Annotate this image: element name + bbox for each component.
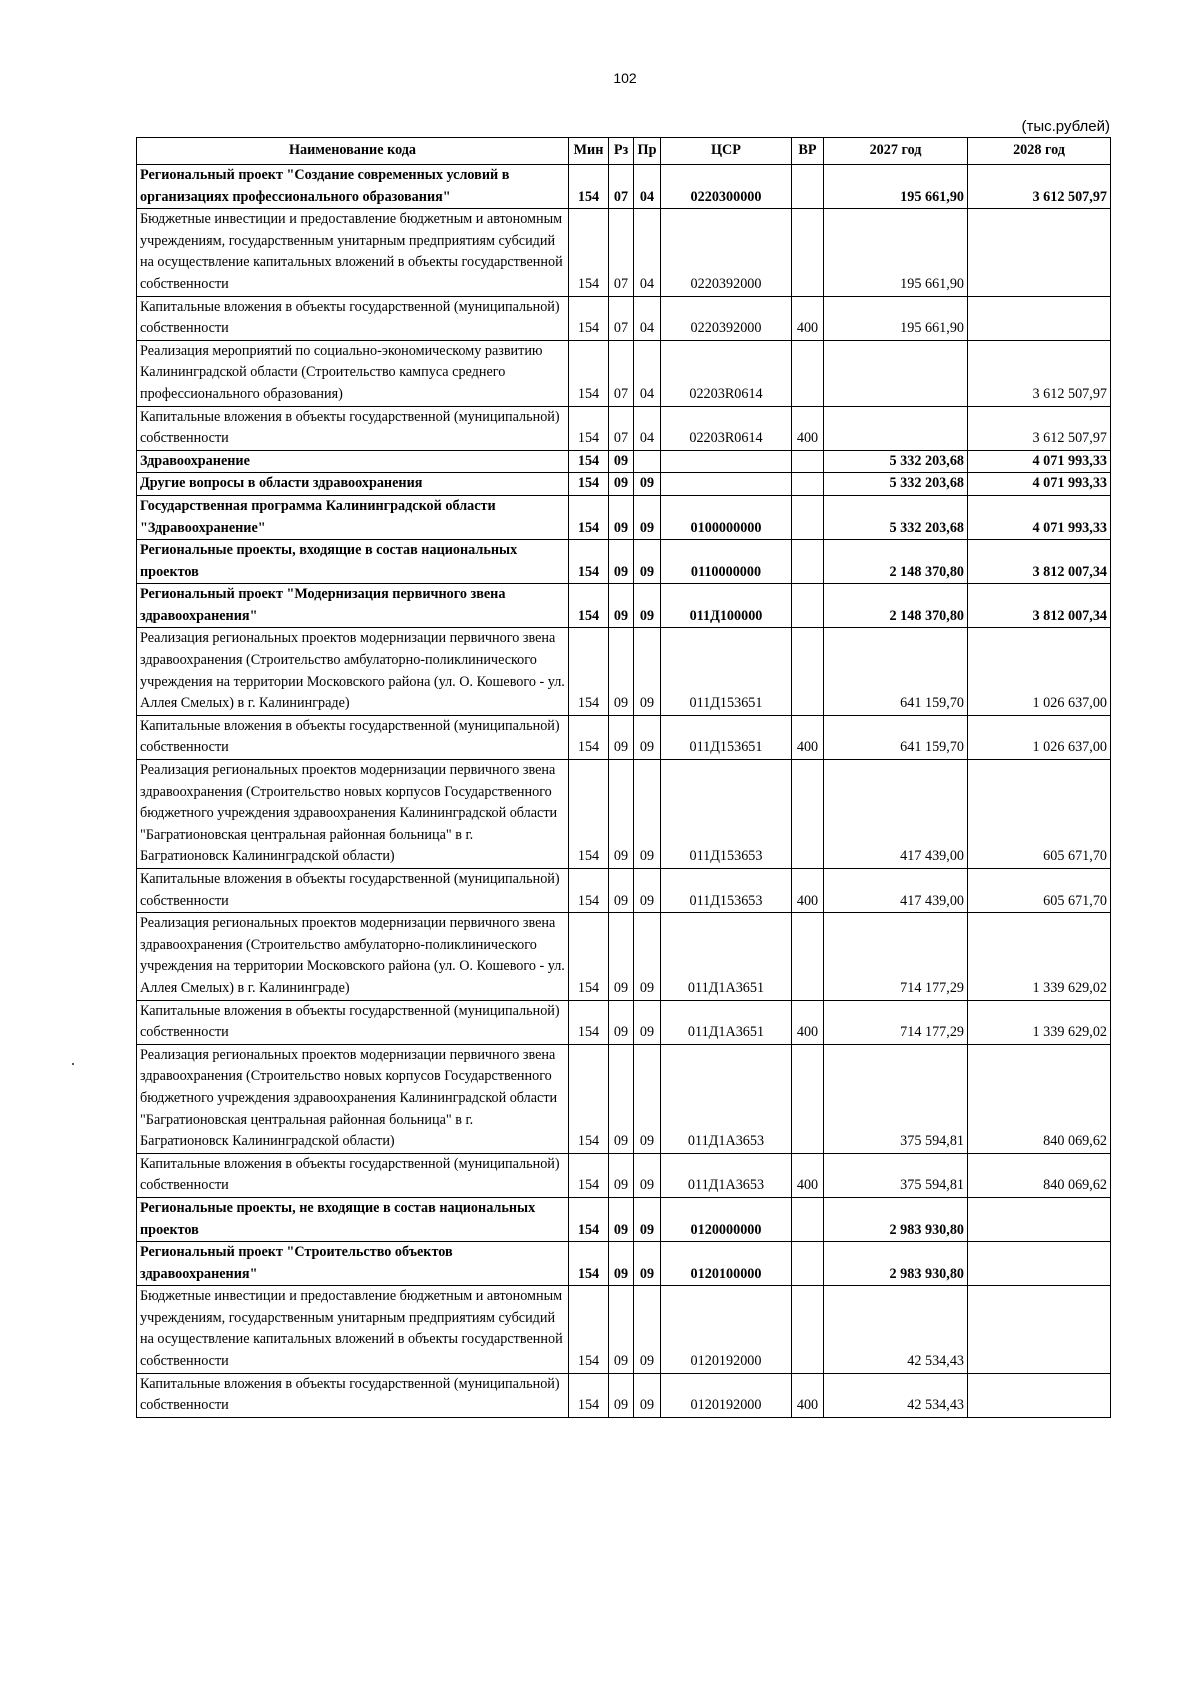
table-row	[137, 913, 1111, 1000]
cell-2027: 5 332 203,68	[824, 450, 968, 473]
cell-csr: 0220392000	[661, 296, 792, 340]
table-row	[137, 296, 1111, 340]
cell-min: 154	[569, 760, 609, 869]
cell-rz: 09	[609, 1242, 634, 1286]
cell-rz: 09	[609, 869, 634, 913]
cell-csr: 0220392000	[661, 209, 792, 296]
cell-2027: 375 594,81	[824, 1044, 968, 1153]
cell-csr: 011Д153651	[661, 715, 792, 759]
cell-rz: 09	[609, 584, 634, 628]
cell-csr: 0220300000	[661, 165, 792, 209]
cell-rz: 07	[609, 296, 634, 340]
cell-vr: 400	[792, 296, 824, 340]
cell-pr: 04	[634, 209, 661, 296]
cell-vr	[792, 209, 824, 296]
cell-2028: 3 812 007,34	[968, 540, 1111, 584]
cell-rz: 07	[609, 165, 634, 209]
table-row	[137, 340, 1111, 406]
cell-name: Реализация региональных проектов модернизации первичного звена здравоохранения (Строительство новых корпусов Государственного бюджетного учреждения здравоохранения Калининградской области "Багратионовская центральная районная больница" в г. Багратионовск Калининградской области)	[137, 1044, 569, 1153]
cell-csr: 0120000000	[661, 1197, 792, 1241]
cell-vr	[792, 584, 824, 628]
cell-rz: 09	[609, 1373, 634, 1417]
cell-rz: 09	[609, 1000, 634, 1044]
cell-2027: 714 177,29	[824, 1000, 968, 1044]
cell-2028: 605 671,70	[968, 869, 1111, 913]
cell-vr	[792, 1286, 824, 1373]
cell-pr: 09	[634, 1153, 661, 1197]
table-row	[137, 584, 1111, 628]
cell-min: 154	[569, 1197, 609, 1241]
cell-csr: 0110000000	[661, 540, 792, 584]
cell-name: Реализация региональных проектов модернизации первичного звена здравоохранения (Строительство амбулаторно-поликлинического учреждения на территории Московского района (ул. О. Кошевого - ул. Аллея Смелых) в г. Калининграде)	[137, 628, 569, 715]
cell-min: 154	[569, 406, 609, 450]
cell-csr: 011Д153653	[661, 760, 792, 869]
cell-pr: 04	[634, 296, 661, 340]
table-row	[137, 1242, 1111, 1286]
cell-name: Бюджетные инвестиции и предоставление бюджетным и автономным учреждениям, государственным унитарным предприятиям субсидий на осуществление капитальных вложений в объекты государственной собственности	[137, 209, 569, 296]
cell-csr	[661, 450, 792, 473]
cell-min: 154	[569, 495, 609, 539]
cell-min: 154	[569, 473, 609, 496]
cell-csr: 0120192000	[661, 1373, 792, 1417]
cell-2028: 4 071 993,33	[968, 450, 1111, 473]
cell-name: Капитальные вложения в объекты государственной (муниципальной) собственности	[137, 406, 569, 450]
cell-vr: 400	[792, 1153, 824, 1197]
cell-pr: 04	[634, 165, 661, 209]
cell-2028	[968, 1373, 1111, 1417]
cell-rz: 07	[609, 209, 634, 296]
cell-name: Бюджетные инвестиции и предоставление бюджетным и автономным учреждениям, государственным унитарным предприятиям субсидий на осуществление капитальных вложений в объекты государственной собственности	[137, 1286, 569, 1373]
cell-csr: 0100000000	[661, 495, 792, 539]
cell-pr: 09	[634, 1242, 661, 1286]
cell-pr: 04	[634, 406, 661, 450]
cell-2028: 840 069,62	[968, 1153, 1111, 1197]
table-row	[137, 1197, 1111, 1241]
table-row	[137, 628, 1111, 715]
cell-min: 154	[569, 715, 609, 759]
cell-name: Реализация мероприятий по социально-экономическому развитию Калининградской области (Строительство кампуса среднего профессионального образования)	[137, 340, 569, 406]
cell-min: 154	[569, 1286, 609, 1373]
cell-rz: 09	[609, 1286, 634, 1373]
cell-2027: 375 594,81	[824, 1153, 968, 1197]
cell-2027: 42 534,43	[824, 1373, 968, 1417]
cell-csr: 011Д1А3651	[661, 1000, 792, 1044]
cell-min: 154	[569, 450, 609, 473]
cell-rz: 07	[609, 340, 634, 406]
table-row	[137, 1373, 1111, 1417]
cell-name: Капитальные вложения в объекты государственной (муниципальной) собственности	[137, 715, 569, 759]
cell-pr: 09	[634, 1373, 661, 1417]
cell-2028: 3 612 507,97	[968, 340, 1111, 406]
cell-vr	[792, 540, 824, 584]
cell-2028: 1 026 637,00	[968, 715, 1111, 759]
header-2027: 2027 год	[824, 138, 968, 165]
cell-pr: 09	[634, 540, 661, 584]
cell-min: 154	[569, 1373, 609, 1417]
header-name: Наименование кода	[137, 138, 569, 165]
cell-pr: 09	[634, 473, 661, 496]
table-row	[137, 209, 1111, 296]
cell-2027	[824, 340, 968, 406]
cell-csr: 0120192000	[661, 1286, 792, 1373]
cell-csr: 02203R0614	[661, 340, 792, 406]
cell-pr: 09	[634, 495, 661, 539]
cell-pr: 09	[634, 1000, 661, 1044]
scan-speck	[72, 1063, 74, 1065]
cell-rz: 09	[609, 1044, 634, 1153]
header-csr: ЦСР	[661, 138, 792, 165]
cell-min: 154	[569, 869, 609, 913]
cell-2028: 1 339 629,02	[968, 1000, 1111, 1044]
cell-2027: 195 661,90	[824, 296, 968, 340]
cell-name: Реализация региональных проектов модернизации первичного звена здравоохранения (Строительство новых корпусов Государственного бюджетного учреждения здравоохранения Калининградской области "Багратионовская центральная районная больница" в г. Багратионовск Калининградской области)	[137, 760, 569, 869]
cell-pr: 09	[634, 584, 661, 628]
cell-vr	[792, 495, 824, 539]
cell-min: 154	[569, 1000, 609, 1044]
cell-2028: 1 339 629,02	[968, 913, 1111, 1000]
cell-2028	[968, 1242, 1111, 1286]
cell-2027: 5 332 203,68	[824, 473, 968, 496]
cell-rz: 09	[609, 473, 634, 496]
cell-2028: 605 671,70	[968, 760, 1111, 869]
cell-min: 154	[569, 296, 609, 340]
cell-2027: 2 983 930,80	[824, 1242, 968, 1286]
cell-min: 154	[569, 209, 609, 296]
cell-2028: 3 612 507,97	[968, 165, 1111, 209]
cell-min: 154	[569, 1242, 609, 1286]
table-row	[137, 450, 1111, 473]
table-body	[137, 165, 1111, 1418]
cell-vr	[792, 1242, 824, 1286]
cell-2027: 42 534,43	[824, 1286, 968, 1373]
cell-csr: 011Д153653	[661, 869, 792, 913]
cell-2028: 3 612 507,97	[968, 406, 1111, 450]
cell-min: 154	[569, 1044, 609, 1153]
cell-vr	[792, 760, 824, 869]
table-row	[137, 869, 1111, 913]
cell-vr	[792, 1197, 824, 1241]
cell-2028: 3 812 007,34	[968, 584, 1111, 628]
cell-name: Здравоохранение	[137, 450, 569, 473]
cell-vr	[792, 473, 824, 496]
cell-rz: 09	[609, 715, 634, 759]
cell-csr: 02203R0614	[661, 406, 792, 450]
cell-2027: 195 661,90	[824, 165, 968, 209]
cell-vr	[792, 913, 824, 1000]
cell-2028: 4 071 993,33	[968, 495, 1111, 539]
cell-min: 154	[569, 540, 609, 584]
cell-name: Капитальные вложения в объекты государственной (муниципальной) собственности	[137, 1153, 569, 1197]
table-row	[137, 1000, 1111, 1044]
cell-vr	[792, 450, 824, 473]
cell-rz: 09	[609, 450, 634, 473]
cell-2027: 417 439,00	[824, 760, 968, 869]
cell-name: Региональные проекты, входящие в состав национальных проектов	[137, 540, 569, 584]
cell-2027: 714 177,29	[824, 913, 968, 1000]
cell-name: Капитальные вложения в объекты государственной (муниципальной) собственности	[137, 1373, 569, 1417]
header-rz: Рз	[609, 138, 634, 165]
table-row	[137, 1286, 1111, 1373]
cell-rz: 09	[609, 760, 634, 869]
cell-2028: 1 026 637,00	[968, 628, 1111, 715]
cell-vr: 400	[792, 715, 824, 759]
budget-table	[136, 137, 1111, 1418]
cell-2027: 417 439,00	[824, 869, 968, 913]
cell-2028: 840 069,62	[968, 1044, 1111, 1153]
cell-2027: 2 983 930,80	[824, 1197, 968, 1241]
cell-vr: 400	[792, 1373, 824, 1417]
cell-2028	[968, 296, 1111, 340]
cell-name: Региональный проект "Модернизация первичного звена здравоохранения"	[137, 584, 569, 628]
table-row	[137, 540, 1111, 584]
cell-rz: 09	[609, 628, 634, 715]
cell-2027	[824, 406, 968, 450]
cell-name: Капитальные вложения в объекты государственной (муниципальной) собственности	[137, 1000, 569, 1044]
cell-2027: 2 148 370,80	[824, 540, 968, 584]
cell-pr: 09	[634, 628, 661, 715]
cell-rz: 07	[609, 406, 634, 450]
cell-rz: 09	[609, 540, 634, 584]
header-vr: ВР	[792, 138, 824, 165]
cell-csr: 011Д1А3653	[661, 1153, 792, 1197]
cell-2028	[968, 1286, 1111, 1373]
cell-pr	[634, 450, 661, 473]
table-row	[137, 165, 1111, 209]
cell-2027: 641 159,70	[824, 628, 968, 715]
cell-pr: 09	[634, 869, 661, 913]
cell-csr: 011Д1А3651	[661, 913, 792, 1000]
header-min: Мин	[569, 138, 609, 165]
cell-vr	[792, 1044, 824, 1153]
header-row	[137, 138, 1111, 165]
cell-rz: 09	[609, 1197, 634, 1241]
cell-2028	[968, 209, 1111, 296]
cell-rz: 09	[609, 913, 634, 1000]
header-2028: 2028 год	[968, 138, 1111, 165]
cell-rz: 09	[609, 495, 634, 539]
cell-pr: 04	[634, 340, 661, 406]
cell-name: Капитальные вложения в объекты государственной (муниципальной) собственности	[137, 869, 569, 913]
table-row	[137, 760, 1111, 869]
cell-csr: 011Д153651	[661, 628, 792, 715]
cell-vr	[792, 165, 824, 209]
cell-pr: 09	[634, 1286, 661, 1373]
cell-2027: 5 332 203,68	[824, 495, 968, 539]
cell-min: 154	[569, 584, 609, 628]
cell-name: Региональный проект "Строительство объектов здравоохранения"	[137, 1242, 569, 1286]
cell-pr: 09	[634, 913, 661, 1000]
cell-vr: 400	[792, 869, 824, 913]
cell-rz: 09	[609, 1153, 634, 1197]
table-row	[137, 406, 1111, 450]
cell-2027: 195 661,90	[824, 209, 968, 296]
cell-vr: 400	[792, 1000, 824, 1044]
table-row	[137, 715, 1111, 759]
header-pr: Пр	[634, 138, 661, 165]
cell-vr	[792, 340, 824, 406]
cell-pr: 09	[634, 760, 661, 869]
cell-min: 154	[569, 165, 609, 209]
table-row	[137, 473, 1111, 496]
cell-name: Капитальные вложения в объекты государственной (муниципальной) собственности	[137, 296, 569, 340]
cell-name: Региональные проекты, не входящие в состав национальных проектов	[137, 1197, 569, 1241]
cell-pr: 09	[634, 715, 661, 759]
cell-name: Региональный проект "Создание современных условий в организациях профессионального образования"	[137, 165, 569, 209]
page-number: 102	[613, 70, 637, 86]
cell-csr: 0120100000	[661, 1242, 792, 1286]
cell-csr	[661, 473, 792, 496]
cell-2027: 2 148 370,80	[824, 584, 968, 628]
units-label: (тыс.рублей)	[1021, 118, 1110, 135]
cell-name: Другие вопросы в области здравоохранения	[137, 473, 569, 496]
cell-name: Реализация региональных проектов модернизации первичного звена здравоохранения (Строительство амбулаторно-поликлинического учреждения на территории Московского района (ул. О. Кошевого - ул. Аллея Смелых) в г. Калининграде)	[137, 913, 569, 1000]
cell-min: 154	[569, 1153, 609, 1197]
cell-pr: 09	[634, 1044, 661, 1153]
cell-2027: 641 159,70	[824, 715, 968, 759]
table-row	[137, 495, 1111, 539]
cell-2028	[968, 1197, 1111, 1241]
table-row	[137, 1153, 1111, 1197]
cell-2028: 4 071 993,33	[968, 473, 1111, 496]
cell-pr: 09	[634, 1197, 661, 1241]
cell-name: Государственная программа Калининградской области "Здравоохранение"	[137, 495, 569, 539]
cell-csr: 011Д1А3653	[661, 1044, 792, 1153]
cell-min: 154	[569, 913, 609, 1000]
cell-vr	[792, 628, 824, 715]
cell-vr: 400	[792, 406, 824, 450]
cell-min: 154	[569, 340, 609, 406]
cell-min: 154	[569, 628, 609, 715]
table-row	[137, 1044, 1111, 1153]
cell-csr: 011Д100000	[661, 584, 792, 628]
